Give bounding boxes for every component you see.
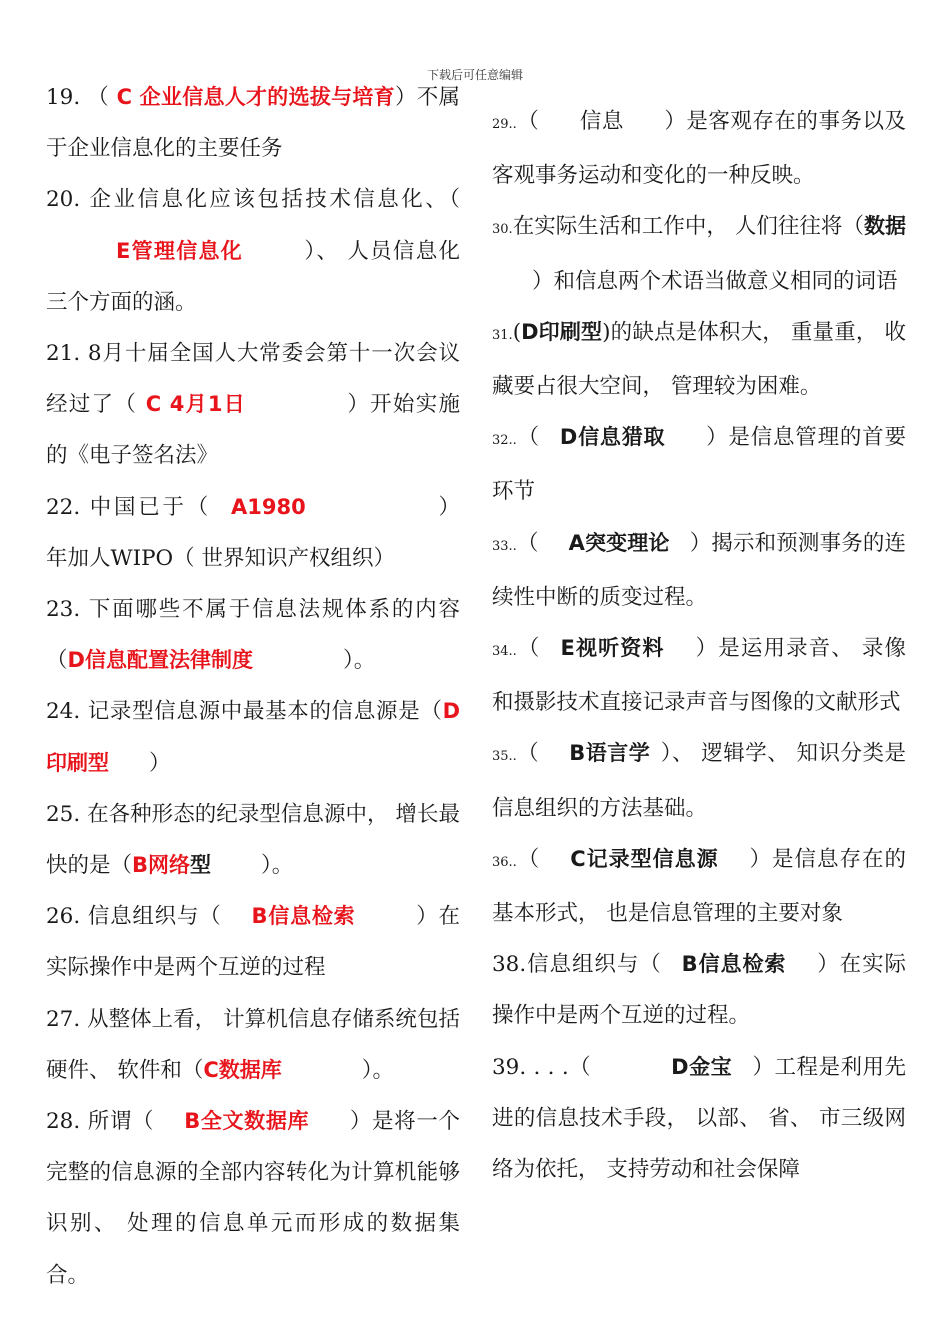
question-number: 26.	[46, 904, 81, 930]
question-item	[46, 174, 460, 328]
question-text: ）是运用录音、 录像和摄影技术直接记录声音与图像的文献形式	[492, 636, 906, 716]
answer-text: C记录型信息源	[570, 846, 719, 871]
question-text: ）	[149, 750, 171, 776]
question-item	[492, 412, 906, 517]
question-text: (	[512, 319, 522, 345]
question-item	[492, 96, 906, 201]
question-text: ）年加人WIPO（ 世界知识产权组织）	[46, 494, 460, 571]
answer-text: E管理信息化	[116, 238, 244, 263]
answer-text: B信息检索	[681, 952, 787, 977]
question-item	[492, 834, 906, 939]
question-text: )的缺点是体积大， 重量重， 收藏要占很大空间， 管理较为困难。	[492, 319, 906, 400]
question-text: ）、 逻辑学、 知识分类是信息组织的方法基础。	[492, 741, 906, 821]
question-text: . . .（	[526, 1054, 592, 1080]
question-text: ）开始实施的《电子签名法》	[46, 392, 460, 469]
question-item	[492, 201, 906, 306]
answer-text: C数据库	[203, 1057, 282, 1082]
question-text: （	[516, 425, 540, 451]
question-number: 19. （	[46, 85, 110, 110]
question-text: 企业信息化应该包括技术信息化、（	[80, 187, 460, 213]
answer-text: B语言学	[569, 741, 651, 766]
question-number: 31.	[492, 327, 513, 343]
question-item	[492, 728, 906, 833]
answer-text: D信息猎取	[559, 425, 666, 450]
question-item	[492, 939, 906, 1041]
question-number: 25.	[46, 801, 81, 827]
question-text: ）、 人员信息化三个方面的涵。	[46, 238, 460, 315]
answer-text: C 企业信息人才的选拔与培育	[109, 85, 395, 109]
answer-text: E视听资料	[560, 636, 665, 661]
question-text: （	[516, 741, 540, 767]
answer-text: D印刷型	[46, 699, 460, 775]
question-item	[492, 518, 906, 623]
answer-text: D金宝	[671, 1054, 733, 1079]
question-item	[46, 1096, 460, 1301]
question-number: 21.	[46, 341, 81, 367]
question-text: ）揭示和预测事务的连续性中断的质变过程。	[492, 530, 906, 610]
question-item	[46, 686, 460, 788]
question-number: 22.	[46, 494, 81, 520]
question-text: ）和信息两个术语当做意义相同的词语	[532, 268, 898, 294]
question-item	[492, 1042, 906, 1196]
answer-text: D信息配置法律制度	[67, 648, 253, 673]
question-item	[492, 307, 906, 412]
answer-text: 信息	[579, 109, 624, 134]
question-number: 34..	[492, 644, 517, 660]
question-number: 32..	[492, 433, 517, 449]
question-text: （	[516, 636, 541, 662]
question-item	[46, 328, 460, 482]
question-number: 33..	[492, 538, 517, 554]
question-number: 38.	[492, 952, 527, 978]
answer-text: B信息检索	[251, 904, 356, 929]
question-text: 中国已于（	[80, 494, 212, 520]
question-text: 下面哪些不属于信息法规体系的内容（	[46, 597, 460, 674]
answer-text: 数据	[863, 214, 906, 239]
answer-text: B全文数据库	[184, 1109, 310, 1134]
answer-text: A突变理论	[568, 530, 670, 555]
question-text: （	[516, 846, 541, 872]
question-text: ）是客观存在的事务以及客观事务运动和变化的一种反映。	[492, 109, 906, 189]
left-column	[46, 72, 460, 1301]
question-text: 在各种形态的纪录型信息源中， 增长最快的是（	[46, 801, 460, 879]
question-number: 36..	[492, 854, 517, 870]
question-number: 30.	[492, 222, 513, 238]
question-text: 记录型信息源中最基本的信息源是（	[80, 699, 443, 725]
question-text: ）。	[342, 648, 376, 674]
question-number: 28.	[46, 1109, 81, 1135]
question-text: 信息组织与（	[80, 904, 222, 930]
answer-text: A1980	[231, 494, 306, 519]
question-text: （	[516, 530, 539, 556]
question-text: ）。	[261, 853, 294, 879]
question-number: 39.	[492, 1054, 527, 1080]
question-number: 20.	[46, 187, 81, 213]
question-item	[46, 72, 460, 174]
question-text: ）工程是利用先进的信息技术手段， 以部、 省、 市三级网络为依托， 支持劳动和社会保障	[492, 1054, 906, 1183]
question-number: 23.	[46, 597, 81, 623]
question-number: 27.	[46, 1006, 81, 1032]
question-number: 29..	[492, 117, 517, 132]
question-item	[46, 482, 460, 584]
question-text: ）是信息存在的基本形式， 也是信息管理的主要对象	[492, 846, 906, 927]
question-text: 8月十届全国人大常委会第十一次会议经过了（	[46, 341, 460, 418]
question-number: 24.	[46, 699, 81, 725]
answer-text: B网络	[132, 853, 191, 878]
question-item	[492, 623, 906, 728]
question-item	[46, 891, 460, 993]
question-item	[46, 584, 460, 686]
question-text: ）不属于企业信息化的主要任务	[46, 85, 460, 162]
answer-text: C 4月1日	[137, 392, 247, 417]
question-text: 所谓（	[80, 1109, 155, 1135]
question-text: （	[516, 109, 540, 134]
answer-text: D印刷型	[521, 319, 603, 344]
page-header: 下载后可任意编辑	[426, 68, 523, 82]
question-text: 在实际生活和工作中， 人们往往将（	[512, 214, 864, 240]
question-text: 从整体上看， 计算机信息存储系统包括硬件、 软件和（	[46, 1006, 460, 1083]
question-text: ）在实际操作中是两个互逆的过程	[46, 904, 460, 981]
question-text: ）。	[361, 1057, 395, 1083]
question-item	[46, 789, 460, 891]
question-text: ）是将一个完整的信息源的全部内容转化为计算机能够识别、 处理的信息单元而形成的数据集合。	[46, 1109, 460, 1288]
right-column	[492, 96, 906, 1195]
question-number: 35..	[492, 749, 517, 765]
answer-text-suffix: 型	[190, 853, 212, 878]
question-text: 信息组织与（	[526, 952, 662, 978]
question-text: ）是信息管理的首要环节	[492, 425, 906, 505]
question-item	[46, 994, 460, 1096]
question-text: ）在实际操作中是两个互逆的过程。	[492, 952, 906, 1029]
